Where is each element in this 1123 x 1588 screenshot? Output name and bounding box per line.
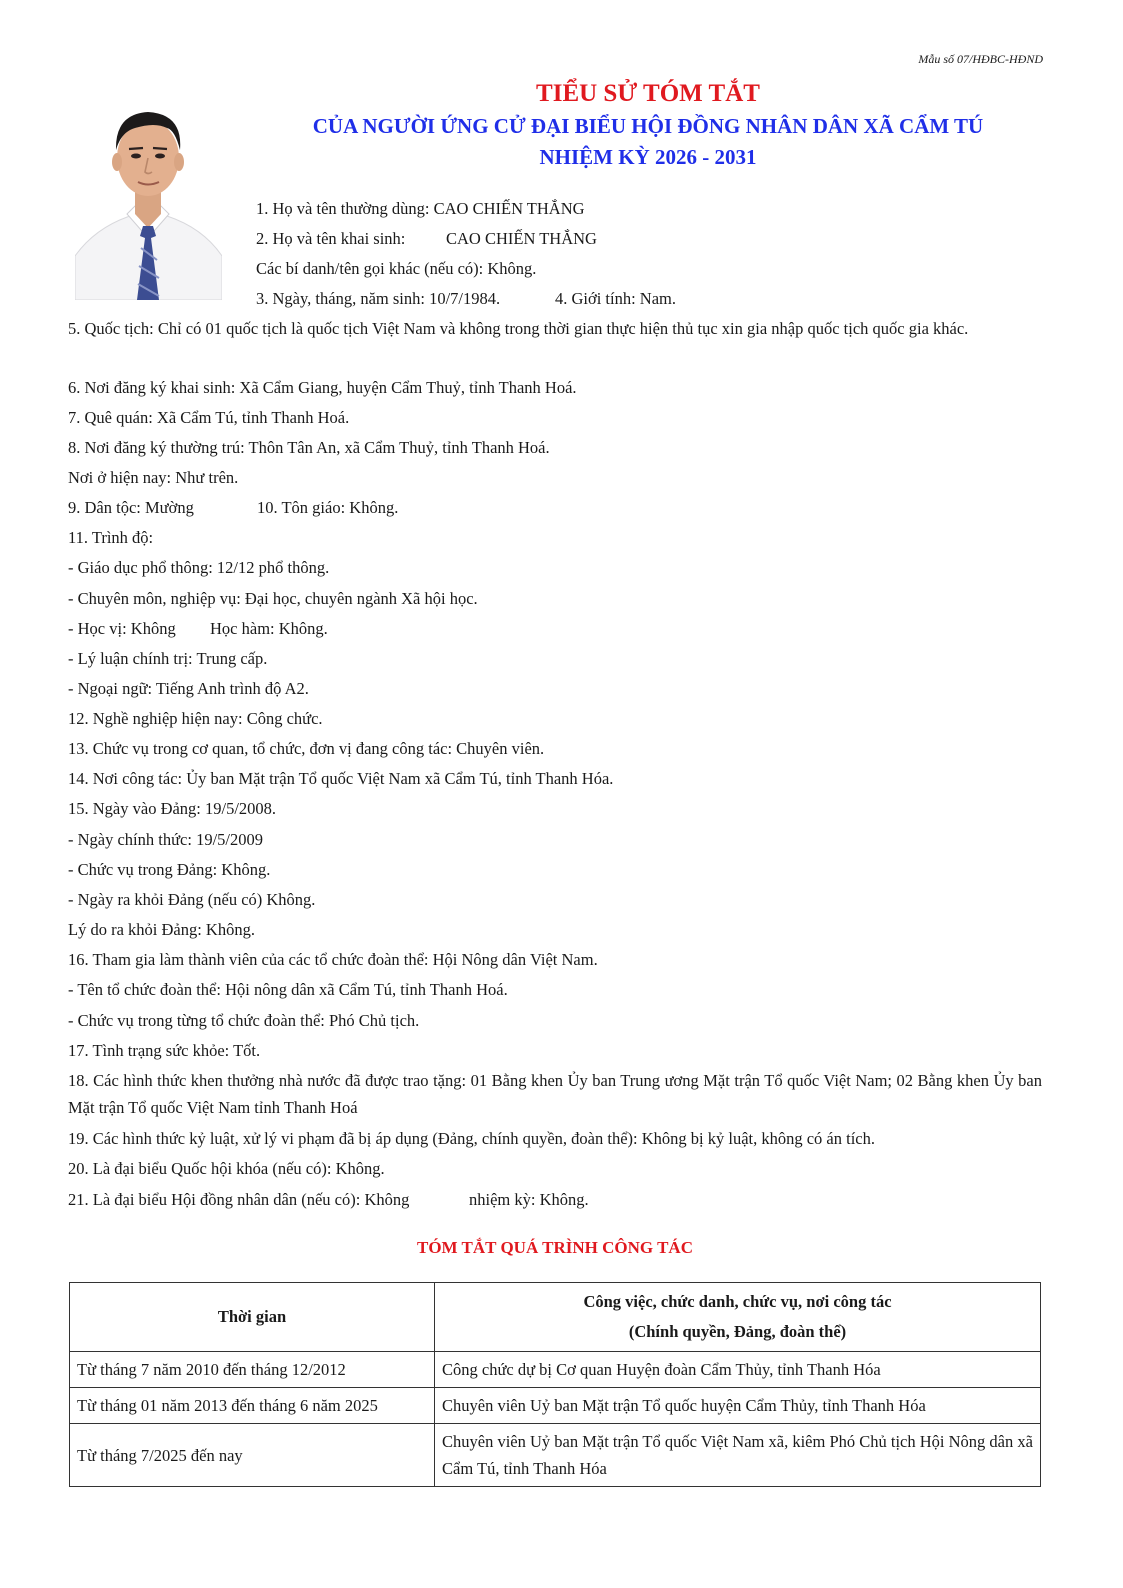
term-title: NHIỆM KỲ 2026 - 2031 <box>539 145 757 169</box>
portrait-photo-icon <box>75 88 222 300</box>
aliases: Các bí danh/tên gọi khác (nếu có): Không. <box>256 259 537 278</box>
party-join-date: 15. Ngày vào Đảng: 19/5/2008. <box>68 799 277 818</box>
academic-rank: Học hàm: Không. <box>210 619 328 638</box>
table-row <box>70 1424 1041 1487</box>
date-of-birth: 3. Ngày, tháng, năm sinh: 10/7/1984. <box>256 289 501 308</box>
hometown: 7. Quê quán: Xã Cẩm Tú, tỉnh Thanh Hoá. <box>68 408 350 427</box>
organization-name: - Tên tổ chức đoàn thể: Hội nông dân xã Cẩm Tú, tỉnh Thanh Hoá. <box>68 980 508 999</box>
organizations: 16. Tham gia làm thành viên của các tổ chức đoàn thể: Hội Nông dân Việt Nam. <box>68 950 598 969</box>
common-name: 1. Họ và tên thường dùng: CAO CHIẾN THẮNG <box>256 199 585 218</box>
national-assembly-delegate: 20. Là đại biểu Quốc hội khóa (nếu có): Không. <box>68 1159 385 1178</box>
ethnicity: 9. Dân tộc: Mường <box>68 498 194 517</box>
council-delegate: 21. Là đại biểu Hội đồng nhân dân (nếu có): Không <box>68 1190 410 1209</box>
party-leave-reason: Lý do ra khỏi Đảng: Không. <box>68 920 255 939</box>
document-subtitle: CỦA NGƯỜI ỨNG CỬ ĐẠI BIỂU HỘI ĐỒNG NHÂN DÂN XÃ CẨM TÚ <box>312 114 984 138</box>
party-official-date: - Ngày chính thức: 19/5/2009 <box>68 830 263 849</box>
position: 13. Chức vụ trong cơ quan, tổ chức, đơn vị đang công tác: Chuyên viên. <box>68 739 545 758</box>
specialization: - Chuyên môn, nghiệp vụ: Đại học, chuyên ngành Xã hội học. <box>68 589 478 608</box>
party-leave-date: - Ngày ra khỏi Đảng (nếu có) Không. <box>68 890 316 909</box>
column-header-work <box>435 1283 1041 1352</box>
row-time: Từ tháng 7 năm 2010 đến tháng 12/2012 <box>70 1352 435 1388</box>
religion: 10. Tôn giáo: Không. <box>257 498 399 517</box>
portrait-photo <box>75 88 222 300</box>
row-work: Chuyên viên Uỷ ban Mặt trận Tổ quốc huyện Cẩm Thủy, tỉnh Thanh Hóa <box>435 1388 1041 1424</box>
workplace: 14. Nơi công tác: Ủy ban Mặt trận Tổ quốc Việt Nam xã Cẩm Tú, tỉnh Thanh Hóa. <box>68 769 614 788</box>
council-term: nhiệm kỳ: Không. <box>469 1190 589 1209</box>
gender: 4. Giới tính: Nam. <box>555 289 677 308</box>
party-position: - Chức vụ trong Đảng: Không. <box>68 860 271 879</box>
work-history-table <box>69 1282 1041 1487</box>
foreign-language: - Ngoại ngữ: Tiếng Anh trình độ A2. <box>68 679 309 698</box>
occupation: 12. Nghề nghiệp hiện nay: Công chức. <box>68 709 323 728</box>
row-time: Từ tháng 01 năm 2013 đến tháng 6 năm 2025 <box>70 1388 435 1424</box>
table-header-row <box>70 1283 1041 1352</box>
permanent-residence: 8. Nơi đăng ký thường trú: Thôn Tân An, xã Cẩm Thuỷ, tỉnh Thanh Hoá. <box>68 438 550 457</box>
form-number: Mẫu số 07/HĐBC-HĐND <box>918 52 1043 66</box>
nationality: 5. Quốc tịch: Chỉ có 01 quốc tịch là quốc tịch Việt Nam và không trong thời gian thực hiện thủ tục xin gia nhập quốc tịch quốc gia khác. <box>68 319 969 338</box>
column-header-work-title: Công việc, chức danh, chức vụ, nơi công tác <box>583 1292 892 1311</box>
column-header-time: Thời gian <box>70 1283 435 1352</box>
degree: - Học vị: Không <box>68 619 176 638</box>
row-work: Chuyên viên Uỷ ban Mặt trận Tổ quốc Việt Nam xã, kiêm Phó Chủ tịch Hội Nông dân xã Cẩm Tú, tỉnh Thanh Hóa <box>435 1424 1041 1487</box>
document-title: TIỂU SỬ TÓM TẮT <box>536 80 760 107</box>
political-theory: - Lý luận chính trị: Trung cấp. <box>68 649 268 668</box>
current-residence: Nơi ở hiện nay: Như trên. <box>68 468 239 487</box>
discipline: 19. Các hình thức kỷ luật, xử lý vi phạm đã bị áp dụng (Đảng, chính quyền, đoàn thể): Không bị kỷ luật, không có án tích. <box>68 1129 875 1148</box>
health-status: 17. Tình trạng sức khỏe: Tốt. <box>68 1041 261 1060</box>
row-time: Từ tháng 7/2025 đến nay <box>70 1424 435 1487</box>
general-education: - Giáo dục phổ thông: 12/12 phổ thông. <box>68 558 330 577</box>
birth-registration: 6. Nơi đăng ký khai sinh: Xã Cẩm Giang, huyện Cẩm Thuỷ, tỉnh Thanh Hoá. <box>68 378 577 397</box>
work-history-title: TÓM TẮT QUÁ TRÌNH CÔNG TÁC <box>417 1238 693 1257</box>
column-header-work-subtitle: (Chính quyền, Đảng, đoàn thể) <box>628 1322 847 1341</box>
table-row <box>70 1352 1041 1388</box>
education-heading: 11. Trình độ: <box>68 528 154 547</box>
birth-name-label: 2. Họ và tên khai sinh: <box>256 229 406 248</box>
birth-name-value: CAO CHIẾN THẮNG <box>446 229 597 248</box>
row-work: Công chức dự bị Cơ quan Huyện đoàn Cẩm Thủy, tỉnh Thanh Hóa <box>435 1352 1041 1388</box>
table-row <box>70 1388 1041 1424</box>
organization-position: - Chức vụ trong từng tổ chức đoàn thể: Phó Chủ tịch. <box>68 1011 420 1030</box>
awards: 18. Các hình thức khen thưởng nhà nước đã được trao tặng: 01 Bằng khen Ủy ban Trung ương Mặt trận Tổ quốc Việt Nam; 02 Bằng khen Ủy ban Mặt trận Tổ quốc Việt Nam tỉnh Thanh Hoá <box>68 1071 1042 1117</box>
